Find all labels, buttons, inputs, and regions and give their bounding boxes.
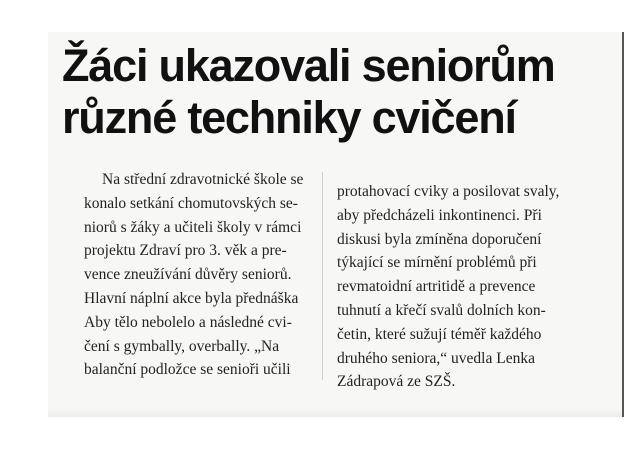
column-line: Aby tělo nebolelo a následné cvi- (84, 313, 292, 331)
column-line: Na střední zdravotnické škole se (102, 171, 304, 188)
column-line: vence zneužívání důvěry seniorů. (84, 266, 292, 284)
column-line: čení s gymbally, overbally. „Na (84, 337, 280, 355)
column-line: týkající se mírnění problémů při (337, 254, 537, 272)
column-line: revmatoidní artritidě a prevence (337, 278, 536, 296)
column-line: druhého seniora,“ uvedla Lenka (337, 349, 535, 367)
column-line: tuhnutí a křečí svalů dolních kon- (337, 301, 546, 319)
column-line: Hlavní náplní akce byla přednáška (84, 289, 299, 307)
column-line: Zádrapová ze SZŠ. (337, 373, 456, 391)
column-line: konalo setkání chomutovských se- (84, 194, 298, 212)
column-line: balanční podložce se senioři učili (84, 361, 291, 379)
column-line: projektu Zdraví pro 3. věk a pre- (84, 242, 287, 260)
article-column-left (84, 168, 310, 382)
article-headline (62, 40, 607, 144)
column-line: protahovací cviky a posilovat svaly, (337, 183, 560, 200)
headline-line-2: různé techniky cvičení (62, 92, 516, 143)
column-divider (322, 172, 323, 380)
column-line: četin, které sužují téměř každého (337, 325, 542, 343)
headline-line-1: Žáci ukazovali seniorům (62, 40, 555, 91)
column-line: diskusi byla zmíněna doporučení (337, 230, 542, 248)
column-line: niorů s žáky a učiteli školy v rámci (84, 218, 302, 236)
article-column-right (337, 180, 577, 394)
column-line: aby předcházeli inkontinenci. Při (337, 206, 542, 224)
